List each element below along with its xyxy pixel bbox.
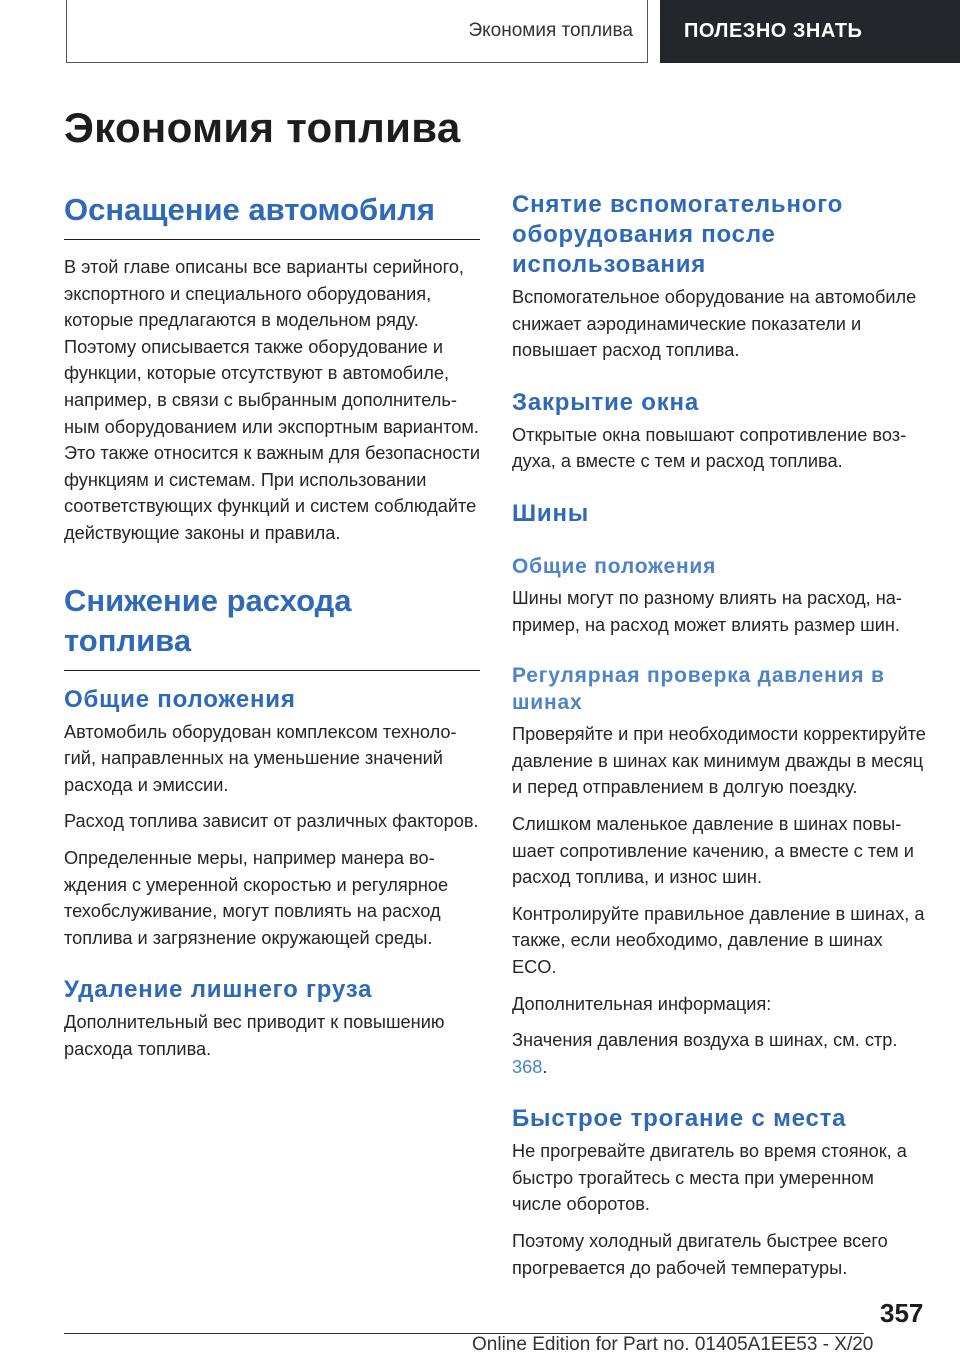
paragraph-reduce-1: Автомобиль оборудован комплексом технологий, направленных на уменьшение значений расхода и эмиссии. xyxy=(64,721,457,795)
heading-equipment: Оснащение автомобиля xyxy=(64,190,480,240)
header-chapter: Экономия топлива xyxy=(66,0,648,63)
paragraph-start-2: Поэтому холодный двигатель быстрее всего прогревается до рабочей температуры. xyxy=(512,1231,888,1278)
heading-remove-accessories: Снятие вспомогательного оборудования после использования xyxy=(512,191,844,278)
heading-close-windows: Закрытие окна xyxy=(512,388,699,416)
paragraph-tires-general: Шины могут по разному влиять на расход, например, на расход может влиять размер шин. xyxy=(512,587,902,635)
heading-reduce-consumption: Снижение расхода топлива xyxy=(64,581,480,671)
header-section: ПОЛЕЗНО ЗНАТЬ xyxy=(660,0,960,63)
paragraph-pressure-3: Контролируйте правильное давление в шинах, а также, если необходимо, давление в шинах ECO. xyxy=(512,903,925,977)
footer-edition: Online Edition for Part no. 01405A1EE53 - X/20 xyxy=(472,1334,874,1355)
paragraph-cargo: Дополнительный вес приводит к повышению расхода топлива. xyxy=(64,1012,445,1059)
heading-tires: Шины xyxy=(512,499,590,527)
right-column xyxy=(512,190,928,1291)
page-title: Экономия топлива xyxy=(64,104,461,151)
paragraph-reduce-3: Определенные меры, например манера вождения с умеренной скоростью и регулярное техобслуживание, могут повлиять на расход топлива и загрязнение окружающей среды. xyxy=(64,847,449,948)
heading-tire-pressure: Регулярная проверка давления в шинах xyxy=(512,664,885,715)
paragraph-close-windows: Открытые окна повышают сопротивление воздуха, а вместе с тем и расход топлива. xyxy=(512,424,907,472)
paragraph-start-1: Не прогревайте двигатель во время стоянок, а быстро трогайтесь с места при умеренном числе оборотов. xyxy=(512,1141,907,1215)
paragraph-reduce-2: Расход топлива зависит от различных факторов. xyxy=(64,811,479,832)
paragraph-pressure-2: Слишком маленькое давление в шинах повышает сопротивление качению, а вместе с тем и расход топлива, и износ шин. xyxy=(512,813,914,888)
page-number: 357 xyxy=(880,1298,924,1328)
pressure-reference-end: . xyxy=(542,1056,548,1077)
paragraph-remove-accessories: Вспомогательное оборудование на автомобиле снижает аэродинамические показатели и повышает расход топлива. xyxy=(512,287,917,361)
paragraph-pressure-5 xyxy=(512,1027,928,1080)
heading-tires-general: Общие положения xyxy=(512,554,717,578)
heading-quick-start: Быстрое трогание с места xyxy=(512,1105,847,1133)
left-column xyxy=(64,190,480,1072)
heading-remove-cargo: Удаление лишнего груза xyxy=(64,976,373,1004)
page-link-368[interactable]: 368 xyxy=(512,1056,543,1077)
paragraph-pressure-4: Дополнительная информация: xyxy=(512,993,772,1014)
pressure-reference-text: Значения давления воздуха в шинах, см. стр. xyxy=(512,1030,898,1051)
paragraph-equipment: В этой главе описаны все варианты серийного, экспортного и специального оборудования, которые предлагаются в модельном ряду. Поэтому описывается также оборудование и функции, которые отсутствуют в автомобиле, например, в связи с выбранным дополнительным оборудованием или экспортным вариантом. Это также относится к важным для безопасности функциям и системам. При использовании соответствующих функций и систем соблюдайте действующие законы и правила. xyxy=(64,257,481,543)
paragraph-pressure-1: Проверяйте и при необходимости корректируйте давление в шинах как минимум дважды в месяц и перед отправлением в долгую поездку. xyxy=(512,724,926,798)
heading-general-provisions: Общие положения xyxy=(64,685,296,713)
